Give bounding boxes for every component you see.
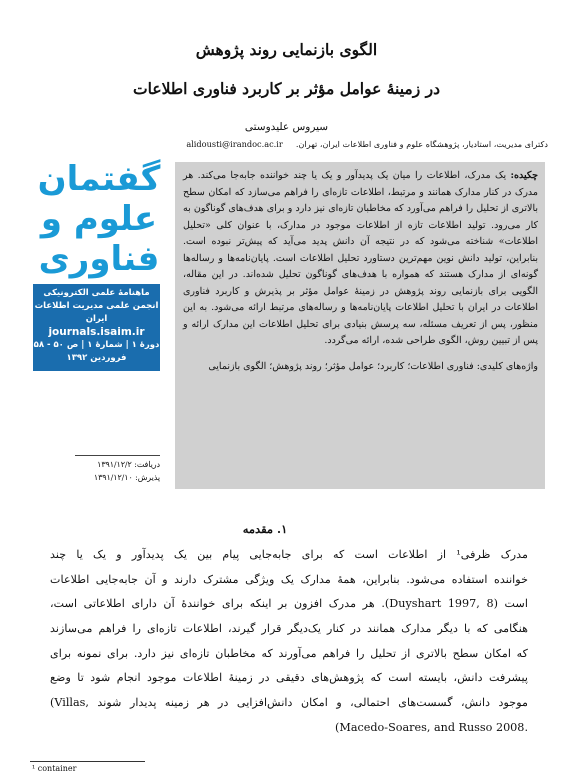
body-line: است (8 ,Duyshart 1997). هر مدرک افزون بر اینکه برای خوانندهٔ آن دارای اطلاعاتی است،: [50, 597, 528, 611]
logo-line-1: گفتمان: [37, 159, 161, 199]
body-line: مدرک ظرفی¹ از اطلاعات است که برای جابه‌جایی پیام بین یک پدیدآور و یک یا چند: [50, 548, 528, 561]
article-title-line2: در زمینهٔ عوامل مؤثر بر کاربرد فناوری اطلاعات: [133, 79, 440, 98]
body-line: که امکان سطح بالاتری از تحلیل را فراهم می‌آورند که مخاطبان تازه‌ای نیز دارد. برای نمونه برای: [50, 646, 528, 660]
article-title-line1: الگوی بازنمایی روند پژوهش: [195, 40, 378, 59]
journal-publisher: انجمن علمی مدیریت اطلاعات ایران: [34, 301, 159, 324]
section-heading: ۱. مقدمه: [242, 522, 288, 536]
body-line: خواننده استفاده می‌شود. بنابراین، همهٔ مدارک یک ویژگی مشترک دارند و آن جابه‌جایی اطلاعات: [50, 572, 528, 586]
footnote: ¹ container: [32, 764, 77, 773]
author-email[interactable]: alidousti@irandoc.ac.ir: [186, 139, 283, 149]
abstract-label: چکیده:: [510, 170, 538, 181]
body-line: پیشرفت دانش، بایسته است که پژوهش‌های دقیقی در زمینهٔ اطلاعات موجود انجام شود تا وضع: [50, 671, 528, 685]
accepted-date: پذیرش: ۱۳۹۱/۱۲/۱۰: [93, 473, 160, 482]
body-line: .Macedo-Soares, and Russo 2008): [335, 720, 528, 734]
received-date: دریافت: ۱۳۹۱/۱۲/۲: [97, 460, 160, 469]
journal-date: فروردین ۱۳۹۲: [66, 353, 127, 363]
logo-line-3: فناوری: [38, 239, 160, 279]
journal-logo-icon: [35, 152, 163, 280]
keywords-text: فناوری اطلاعات؛ کاربرد؛ عوامل مؤثر؛ روند پژوهش؛ الگوی بازنمایی: [208, 360, 474, 372]
body-paragraph: [50, 543, 528, 741]
author-affiliation: [28, 139, 548, 149]
journal-issue: دورهٔ ۱ | شمارهٔ ۱ | ص ۵۰ - ۵۸: [33, 340, 160, 350]
logo-line-2: علوم و: [40, 199, 158, 239]
journal-name: ماهنامهٔ علمی الکترونیکی: [43, 288, 150, 298]
journal-url[interactable]: journals.isaim.ir: [48, 326, 145, 338]
dates-divider: [75, 455, 160, 456]
keywords-label: واژه‌های کلیدی:: [476, 360, 538, 372]
footnote-divider: [30, 761, 145, 762]
journal-badge: [33, 284, 160, 371]
body-line: هنگامی که با دیگر مدارک همانند در کنار یک‌دیگر قرار گیرند، اطلاعات تازه‌ای را فراهم می‌سازند: [50, 622, 528, 636]
body-line: موجود دانش، گسست‌های احتمالی، و امکان دانش‌افزایی در هر زمینه پدیدار شوند ,Villas): [50, 696, 528, 710]
abstract-text: یک مدرک، اطلاعات را میان یک پدیدآور و یک یا چند خواننده جابه‌جا می‌کند. هر مدرک در کنار مدارک همانند و مرتبط، اطلاعات تازه‌ای را فراهم می‌سازد که امکان سطح بالاتری از تحلیل را فراهم می‌آورد که مخاطبان تازه‌ای نیز دارد و برای هدف‌های گوناگون به کار می‌رود. تولید اطلاعات تازه از اطلاعات موجود در مدارک، با عنوان کلی «تحلیل اطلاعات» شناخته می‌شود که در نتیجه آن دانش پدید می‌آید که پیش‌تر نبوده است. بنابراین، تولید دانش نوین مهم‌ترین دستاورد تحلیل اطلاعات است. پایان‌نامه‌ها و رساله‌ها گونه‌ای از مدارک هستند که همواره با هدف‌های گوناگون تحلیل شده‌اند. در این مقاله، الگویی برای بازنمایی روند پژوهش در زمینهٔ عوامل مؤثر بر پذیرش و کاربرد فناوری اطلاعات در ایران با تحلیل اطلاعات پایان‌نامه‌ها و رساله‌های مرتبط ارائه می‌شود. به این منظور، پس از تعریف مسئله، سه پرسش بنیادی برای تحلیل اطلاعات این مدارک ارائه و پس از تبیین روش، الگوی طراحی شده، ارائه می‌گردد.: [183, 170, 538, 346]
author-name: سیروس علیدوستی: [244, 121, 329, 133]
affiliation-text: دکترای مدیریت، استادیار، پژوهشگاه علوم و فناوری اطلاعات ایران، تهران.: [295, 139, 548, 149]
keywords-line: [183, 359, 538, 376]
abstract-box: [175, 162, 545, 489]
